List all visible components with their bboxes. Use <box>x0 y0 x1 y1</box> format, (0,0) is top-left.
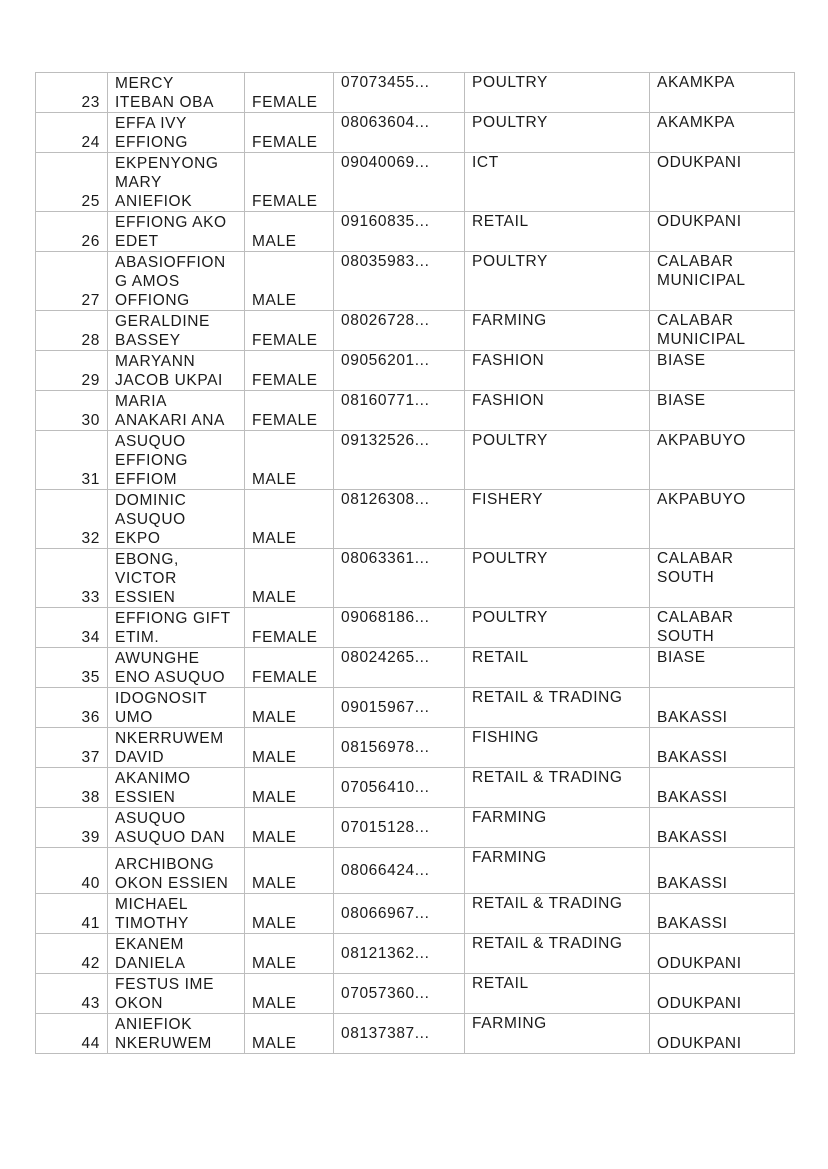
gender-cell: FEMALE <box>252 94 318 111</box>
phone-cell: 08066967... <box>341 905 430 922</box>
name-cell: FESTUS IME OKON <box>115 976 215 1012</box>
table-row <box>36 212 795 252</box>
trade-cell: POULTRY <box>472 74 548 91</box>
name-cell: MERCY ITEBAN OBA <box>115 75 215 111</box>
table-body <box>36 73 795 1054</box>
row-number: 33 <box>81 589 100 606</box>
phone-cell: 09068186... <box>341 609 430 626</box>
gender-cell: MALE <box>252 789 297 806</box>
name-cell: DOMINIC ASUQUO EKPO <box>115 492 187 547</box>
name-cell: GERALDINE BASSEY <box>115 313 210 349</box>
row-number: 32 <box>81 530 100 547</box>
lga-cell: BIASE <box>657 649 706 666</box>
gender-cell: FEMALE <box>252 332 318 349</box>
lga-cell: BAKASSI <box>657 915 728 932</box>
name-cell: MARYANN JACOB UKPAI <box>115 353 223 389</box>
trade-cell: POULTRY <box>472 550 548 567</box>
gender-cell: MALE <box>252 749 297 766</box>
lga-cell: BAKASSI <box>657 709 728 726</box>
trade-cell: FARMING <box>472 849 547 866</box>
lga-cell: ODUKPANI <box>657 213 742 230</box>
gender-cell: MALE <box>252 915 297 932</box>
phone-cell: 08063604... <box>341 114 430 131</box>
table-row <box>36 113 795 153</box>
name-cell: AKANIMO ESSIEN <box>115 770 191 806</box>
lga-cell: AKPABUYO <box>657 432 746 449</box>
name-cell: EKANEM DANIELA <box>115 936 186 972</box>
table-row <box>36 894 795 934</box>
trade-cell: ICT <box>472 154 499 171</box>
name-cell: ABASIOFFION G AMOS OFFIONG <box>115 254 226 309</box>
table-row <box>36 73 795 113</box>
lga-cell: ODUKPANI <box>657 1035 742 1052</box>
phone-cell: 09132526... <box>341 432 430 449</box>
phone-cell: 07057360... <box>341 985 430 1002</box>
phone-cell: 08156978... <box>341 739 430 756</box>
table-row <box>36 934 795 974</box>
phone-cell: 08063361... <box>341 550 430 567</box>
row-number: 42 <box>81 955 100 972</box>
phone-cell: 08137387... <box>341 1025 430 1042</box>
name-cell: ASUQUO ASUQUO DAN <box>115 810 226 846</box>
trade-cell: FASHION <box>472 392 545 409</box>
row-number: 27 <box>81 292 100 309</box>
name-cell: MARIA ANAKARI ANA <box>115 393 225 429</box>
gender-cell: FEMALE <box>252 372 318 389</box>
gender-cell: MALE <box>252 471 297 488</box>
row-number: 36 <box>81 709 100 726</box>
phone-cell: 08024265... <box>341 649 430 666</box>
table-row <box>36 311 795 351</box>
gender-cell: MALE <box>252 829 297 846</box>
row-number: 35 <box>81 669 100 686</box>
trade-cell: FARMING <box>472 809 547 826</box>
table-row <box>36 1014 795 1054</box>
gender-cell: MALE <box>252 709 297 726</box>
trade-cell: POULTRY <box>472 253 548 270</box>
table-row <box>36 608 795 648</box>
name-cell: ASUQUO EFFIONG EFFIOM <box>115 433 189 488</box>
row-number: 25 <box>81 193 100 210</box>
lga-cell: CALABAR SOUTH <box>657 550 734 586</box>
trade-cell: RETAIL <box>472 975 529 992</box>
row-number: 29 <box>81 372 100 389</box>
table-row <box>36 688 795 728</box>
lga-cell: CALABAR SOUTH <box>657 609 734 645</box>
trade-cell: FISHERY <box>472 491 544 508</box>
phone-cell: 07015128... <box>341 819 430 836</box>
name-cell: ANIEFIOK NKERUWEM <box>115 1016 212 1052</box>
row-number: 41 <box>81 915 100 932</box>
gender-cell: MALE <box>252 530 297 547</box>
table-row <box>36 768 795 808</box>
row-number: 31 <box>81 471 100 488</box>
table-row <box>36 153 795 212</box>
phone-cell: 07073455... <box>341 74 430 91</box>
phone-cell: 08066424... <box>341 862 430 879</box>
lga-cell: BAKASSI <box>657 875 728 892</box>
trade-cell: FARMING <box>472 312 547 329</box>
phone-cell: 08121362... <box>341 945 430 962</box>
trade-cell: RETAIL & TRADING <box>472 689 623 706</box>
phone-cell: 09160835... <box>341 213 430 230</box>
name-cell: EFFIONG GIFT ETIM. <box>115 610 231 646</box>
row-number: 23 <box>81 94 100 111</box>
lga-cell: BAKASSI <box>657 749 728 766</box>
trade-cell: RETAIL & TRADING <box>472 769 623 786</box>
row-number: 37 <box>81 749 100 766</box>
row-number: 24 <box>81 134 100 151</box>
lga-cell: BAKASSI <box>657 829 728 846</box>
lga-cell: BAKASSI <box>657 789 728 806</box>
gender-cell: FEMALE <box>252 412 318 429</box>
table-row <box>36 391 795 431</box>
lga-cell: CALABAR MUNICIPAL <box>657 253 746 289</box>
row-number: 39 <box>81 829 100 846</box>
phone-cell: 08160771... <box>341 392 430 409</box>
name-cell: EFFA IVY EFFIONG <box>115 115 189 151</box>
trade-cell: POULTRY <box>472 609 548 626</box>
phone-cell: 08035983... <box>341 253 430 270</box>
row-number: 43 <box>81 995 100 1012</box>
gender-cell: MALE <box>252 955 297 972</box>
trade-cell: RETAIL <box>472 649 529 666</box>
lga-cell: AKPABUYO <box>657 491 746 508</box>
trade-cell: POULTRY <box>472 432 548 449</box>
row-number: 28 <box>81 332 100 349</box>
row-number: 34 <box>81 629 100 646</box>
gender-cell: MALE <box>252 233 297 250</box>
name-cell: EKPENYONG MARY ANIEFIOK <box>115 155 219 210</box>
row-number: 38 <box>81 789 100 806</box>
table-row <box>36 431 795 490</box>
table-row <box>36 490 795 549</box>
lga-cell: BIASE <box>657 352 706 369</box>
lga-cell: AKAMKPA <box>657 114 735 131</box>
lga-cell: ODUKPANI <box>657 154 742 171</box>
name-cell: MICHAEL TIMOTHY <box>115 896 189 932</box>
row-number: 26 <box>81 233 100 250</box>
gender-cell: FEMALE <box>252 669 318 686</box>
gender-cell: FEMALE <box>252 629 318 646</box>
trade-cell: POULTRY <box>472 114 548 131</box>
table-row <box>36 351 795 391</box>
trade-cell: FARMING <box>472 1015 547 1032</box>
phone-cell: 08026728... <box>341 312 430 329</box>
table-row <box>36 974 795 1014</box>
name-cell: AWUNGHE ENO ASUQUO <box>115 650 226 686</box>
name-cell: EFFIONG AKO EDET <box>115 214 227 250</box>
gender-cell: MALE <box>252 995 297 1012</box>
row-number: 44 <box>81 1035 100 1052</box>
name-cell: IDOGNOSIT UMO <box>115 690 208 726</box>
table-row <box>36 549 795 608</box>
trade-cell: RETAIL <box>472 213 529 230</box>
name-cell: NKERRUWEM DAVID <box>115 730 224 766</box>
trade-cell: RETAIL & TRADING <box>472 935 623 952</box>
row-number: 40 <box>81 875 100 892</box>
gender-cell: MALE <box>252 292 297 309</box>
beneficiary-table <box>35 72 795 1054</box>
table-row <box>36 648 795 688</box>
phone-cell: 09040069... <box>341 154 430 171</box>
lga-cell: BIASE <box>657 392 706 409</box>
table-row <box>36 252 795 311</box>
row-number: 30 <box>81 412 100 429</box>
name-cell: EBONG, VICTOR ESSIEN <box>115 551 179 606</box>
lga-cell: ODUKPANI <box>657 995 742 1012</box>
phone-cell: 07056410... <box>341 779 430 796</box>
phone-cell: 09015967... <box>341 699 430 716</box>
phone-cell: 09056201... <box>341 352 430 369</box>
gender-cell: MALE <box>252 1035 297 1052</box>
table-row <box>36 728 795 768</box>
gender-cell: FEMALE <box>252 134 318 151</box>
lga-cell: CALABAR MUNICIPAL <box>657 312 746 348</box>
lga-cell: ODUKPANI <box>657 955 742 972</box>
table-row <box>36 848 795 894</box>
gender-cell: MALE <box>252 589 297 606</box>
lga-cell: AKAMKPA <box>657 74 735 91</box>
gender-cell: FEMALE <box>252 193 318 210</box>
trade-cell: FISHING <box>472 729 540 746</box>
table-row <box>36 808 795 848</box>
gender-cell: MALE <box>252 875 297 892</box>
trade-cell: FASHION <box>472 352 545 369</box>
phone-cell: 08126308... <box>341 491 430 508</box>
name-cell: ARCHIBONG OKON ESSIEN <box>115 856 229 892</box>
trade-cell: RETAIL & TRADING <box>472 895 623 912</box>
